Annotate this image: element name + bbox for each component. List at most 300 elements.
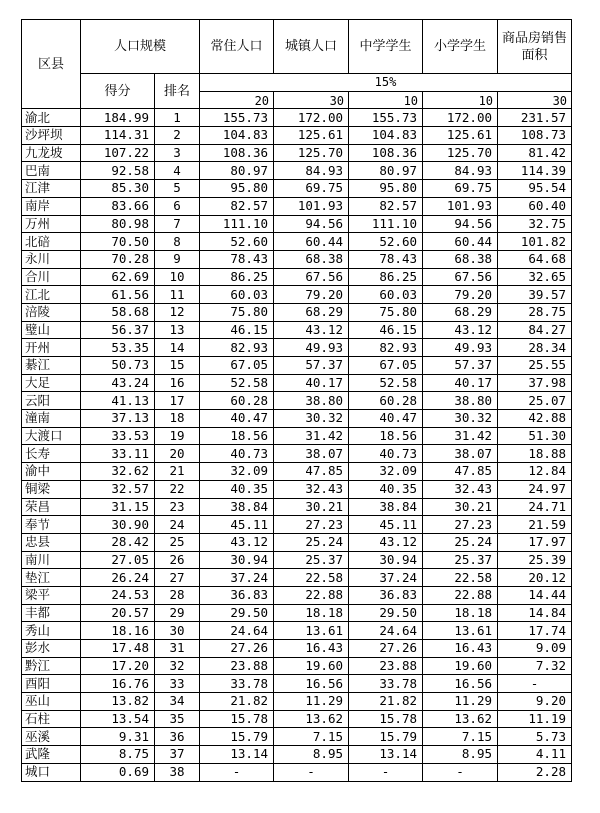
cell-score: 33.53	[81, 427, 155, 445]
cell-resident-population: 45.11	[200, 516, 274, 534]
cell-county: 綦江	[22, 357, 81, 375]
cell-primary-school-students: 60.44	[423, 233, 498, 251]
cell-middle-school-students: 37.24	[349, 569, 423, 587]
cell-primary-school-students: 69.75	[423, 180, 498, 198]
cell-resident-population: 82.93	[200, 339, 274, 357]
cell-rank: 31	[155, 640, 200, 658]
cell-rank: 14	[155, 339, 200, 357]
table-row	[22, 197, 572, 215]
table-row	[22, 303, 572, 321]
cell-primary-school-students: 125.70	[423, 144, 498, 162]
cell-resident-population: 52.58	[200, 374, 274, 392]
cell-urban-population: 22.58	[274, 569, 349, 587]
cell-urban-population: 38.07	[274, 445, 349, 463]
cell-rank: 7	[155, 215, 200, 233]
cell-rank: 15	[155, 357, 200, 375]
cell-middle-school-students: 40.73	[349, 445, 423, 463]
cell-middle-school-students: 60.03	[349, 286, 423, 304]
cell-rank: 4	[155, 162, 200, 180]
table-row	[22, 622, 572, 640]
cell-county: 丰都	[22, 604, 81, 622]
cell-score: 80.98	[81, 215, 155, 233]
cell-primary-school-students: 79.20	[423, 286, 498, 304]
cell-rank: 11	[155, 286, 200, 304]
cell-housing-sales-area: 9.20	[498, 693, 572, 711]
table-row	[22, 569, 572, 587]
cell-county: 长寿	[22, 445, 81, 463]
cell-housing-sales-area: 25.55	[498, 357, 572, 375]
cell-urban-population: 13.61	[274, 622, 349, 640]
cell-housing-sales-area: 25.07	[498, 392, 572, 410]
table-row	[22, 357, 572, 375]
cell-housing-sales-area: 101.82	[498, 233, 572, 251]
cell-county: 九龙坡	[22, 144, 81, 162]
cell-county: 城口	[22, 763, 81, 781]
cell-housing-sales-area: 21.59	[498, 516, 572, 534]
cell-county: 大足	[22, 374, 81, 392]
cell-score: 114.31	[81, 127, 155, 145]
cell-primary-school-students: 84.93	[423, 162, 498, 180]
table-row	[22, 728, 572, 746]
cell-score: 53.35	[81, 339, 155, 357]
table-row	[22, 480, 572, 498]
cell-county: 秀山	[22, 622, 81, 640]
cell-county: 北碚	[22, 233, 81, 251]
header-county: 区县	[22, 20, 81, 109]
cell-county: 巫溪	[22, 728, 81, 746]
cell-middle-school-students: 82.93	[349, 339, 423, 357]
cell-housing-sales-area: 28.34	[498, 339, 572, 357]
cell-primary-school-students: 40.17	[423, 374, 498, 392]
cell-middle-school-students: 111.10	[349, 215, 423, 233]
cell-rank: 34	[155, 693, 200, 711]
cell-middle-school-students: 43.12	[349, 533, 423, 551]
table-row	[22, 445, 572, 463]
cell-urban-population: 125.70	[274, 144, 349, 162]
cell-resident-population: 18.56	[200, 427, 274, 445]
cell-score: 50.73	[81, 357, 155, 375]
cell-housing-sales-area: 14.44	[498, 586, 572, 604]
header-housing-sales-area: 商品房销售面积	[498, 20, 572, 74]
cell-middle-school-students: 18.56	[349, 427, 423, 445]
cell-county: 南川	[22, 551, 81, 569]
table-row	[22, 339, 572, 357]
cell-urban-population: 16.43	[274, 640, 349, 658]
cell-middle-school-students: 104.83	[349, 127, 423, 145]
cell-primary-school-students: 22.88	[423, 586, 498, 604]
cell-score: 70.28	[81, 250, 155, 268]
table-row	[22, 516, 572, 534]
cell-middle-school-students: 95.80	[349, 180, 423, 198]
cell-county: 石柱	[22, 710, 81, 728]
cell-middle-school-students: -	[349, 763, 423, 781]
cell-county: 开州	[22, 339, 81, 357]
cell-primary-school-students: 18.18	[423, 604, 498, 622]
cell-housing-sales-area: 17.74	[498, 622, 572, 640]
cell-resident-population: 40.47	[200, 410, 274, 428]
cell-resident-population: 13.14	[200, 746, 274, 764]
cell-score: 27.05	[81, 551, 155, 569]
table-row	[22, 427, 572, 445]
table-row	[22, 657, 572, 675]
cell-county: 涪陵	[22, 303, 81, 321]
cell-housing-sales-area: 20.12	[498, 569, 572, 587]
cell-housing-sales-area: 64.68	[498, 250, 572, 268]
cell-urban-population: 8.95	[274, 746, 349, 764]
cell-urban-population: 32.43	[274, 480, 349, 498]
table-row	[22, 233, 572, 251]
cell-score: 43.24	[81, 374, 155, 392]
cell-score: 37.13	[81, 410, 155, 428]
cell-middle-school-students: 40.35	[349, 480, 423, 498]
cell-resident-population: 21.82	[200, 693, 274, 711]
cell-county: 垫江	[22, 569, 81, 587]
cell-middle-school-students: 75.80	[349, 303, 423, 321]
cell-score: 32.62	[81, 463, 155, 481]
cell-urban-population: 22.88	[274, 586, 349, 604]
cell-urban-population: 125.61	[274, 127, 349, 145]
cell-urban-population: 68.38	[274, 250, 349, 268]
cell-resident-population: 43.12	[200, 533, 274, 551]
cell-middle-school-students: 29.50	[349, 604, 423, 622]
cell-primary-school-students: 172.00	[423, 109, 498, 127]
cell-rank: 21	[155, 463, 200, 481]
cell-rank: 6	[155, 197, 200, 215]
cell-housing-sales-area: 18.88	[498, 445, 572, 463]
cell-middle-school-students: 15.79	[349, 728, 423, 746]
cell-score: 61.56	[81, 286, 155, 304]
table-row	[22, 763, 572, 781]
table-row	[22, 392, 572, 410]
table-row	[22, 693, 572, 711]
cell-housing-sales-area: 114.39	[498, 162, 572, 180]
cell-middle-school-students: 108.36	[349, 144, 423, 162]
cell-score: 13.54	[81, 710, 155, 728]
cell-rank: 16	[155, 374, 200, 392]
cell-score: 92.58	[81, 162, 155, 180]
table-row	[22, 127, 572, 145]
cell-score: 31.15	[81, 498, 155, 516]
cell-urban-population: 18.18	[274, 604, 349, 622]
cell-rank: 19	[155, 427, 200, 445]
cell-housing-sales-area: 11.19	[498, 710, 572, 728]
cell-middle-school-students: 86.25	[349, 268, 423, 286]
table-row	[22, 586, 572, 604]
cell-primary-school-students: -	[423, 763, 498, 781]
cell-primary-school-students: 27.23	[423, 516, 498, 534]
cell-urban-population: 79.20	[274, 286, 349, 304]
cell-primary-school-students: 68.29	[423, 303, 498, 321]
cell-score: 9.31	[81, 728, 155, 746]
cell-primary-school-students: 19.60	[423, 657, 498, 675]
cell-housing-sales-area: 51.30	[498, 427, 572, 445]
cell-rank: 13	[155, 321, 200, 339]
cell-primary-school-students: 16.56	[423, 675, 498, 693]
cell-housing-sales-area: -	[498, 675, 572, 693]
cell-rank: 2	[155, 127, 200, 145]
cell-score: 0.69	[81, 763, 155, 781]
cell-rank: 12	[155, 303, 200, 321]
cell-urban-population: 94.56	[274, 215, 349, 233]
weight-housing-sales-area: 30	[498, 91, 572, 109]
cell-primary-school-students: 94.56	[423, 215, 498, 233]
cell-resident-population: 82.57	[200, 197, 274, 215]
cell-rank: 20	[155, 445, 200, 463]
header-primary-school-students: 小学学生	[423, 20, 498, 74]
cell-resident-population: 78.43	[200, 250, 274, 268]
cell-resident-population: 40.73	[200, 445, 274, 463]
cell-rank: 8	[155, 233, 200, 251]
cell-rank: 3	[155, 144, 200, 162]
cell-primary-school-students: 13.62	[423, 710, 498, 728]
cell-middle-school-students: 13.14	[349, 746, 423, 764]
weight-primary-school-students: 10	[423, 91, 498, 109]
cell-score: 62.69	[81, 268, 155, 286]
cell-resident-population: -	[200, 763, 274, 781]
cell-primary-school-students: 57.37	[423, 357, 498, 375]
cell-county: 永川	[22, 250, 81, 268]
cell-county: 合川	[22, 268, 81, 286]
cell-rank: 35	[155, 710, 200, 728]
cell-middle-school-students: 24.64	[349, 622, 423, 640]
cell-resident-population: 29.50	[200, 604, 274, 622]
cell-county: 黔江	[22, 657, 81, 675]
cell-housing-sales-area: 12.84	[498, 463, 572, 481]
cell-rank: 36	[155, 728, 200, 746]
cell-score: 26.24	[81, 569, 155, 587]
cell-housing-sales-area: 231.57	[498, 109, 572, 127]
table-row	[22, 675, 572, 693]
cell-housing-sales-area: 32.65	[498, 268, 572, 286]
cell-primary-school-students: 8.95	[423, 746, 498, 764]
cell-urban-population: -	[274, 763, 349, 781]
cell-score: 41.13	[81, 392, 155, 410]
cell-resident-population: 33.78	[200, 675, 274, 693]
header-population-scale: 人口规模	[81, 20, 200, 74]
cell-middle-school-students: 45.11	[349, 516, 423, 534]
cell-urban-population: 7.15	[274, 728, 349, 746]
cell-urban-population: 16.56	[274, 675, 349, 693]
cell-urban-population: 84.93	[274, 162, 349, 180]
cell-resident-population: 111.10	[200, 215, 274, 233]
cell-housing-sales-area: 28.75	[498, 303, 572, 321]
cell-county: 渝北	[22, 109, 81, 127]
cell-housing-sales-area: 60.40	[498, 197, 572, 215]
cell-urban-population: 47.85	[274, 463, 349, 481]
cell-rank: 27	[155, 569, 200, 587]
cell-urban-population: 25.24	[274, 533, 349, 551]
cell-primary-school-students: 49.93	[423, 339, 498, 357]
cell-housing-sales-area: 5.73	[498, 728, 572, 746]
cell-county: 大渡口	[22, 427, 81, 445]
cell-middle-school-students: 21.82	[349, 693, 423, 711]
cell-resident-population: 60.03	[200, 286, 274, 304]
population-scale-table	[21, 19, 572, 782]
cell-county: 酉阳	[22, 675, 81, 693]
cell-rank: 26	[155, 551, 200, 569]
cell-rank: 29	[155, 604, 200, 622]
cell-middle-school-students: 67.05	[349, 357, 423, 375]
cell-middle-school-students: 23.88	[349, 657, 423, 675]
cell-primary-school-students: 30.32	[423, 410, 498, 428]
cell-urban-population: 40.17	[274, 374, 349, 392]
cell-primary-school-students: 38.80	[423, 392, 498, 410]
cell-housing-sales-area: 17.97	[498, 533, 572, 551]
cell-urban-population: 30.21	[274, 498, 349, 516]
table-row	[22, 109, 572, 127]
cell-middle-school-students: 36.83	[349, 586, 423, 604]
cell-middle-school-students: 78.43	[349, 250, 423, 268]
cell-county: 渝中	[22, 463, 81, 481]
cell-resident-population: 95.80	[200, 180, 274, 198]
cell-rank: 5	[155, 180, 200, 198]
cell-primary-school-students: 25.24	[423, 533, 498, 551]
cell-county: 武隆	[22, 746, 81, 764]
cell-resident-population: 27.26	[200, 640, 274, 658]
cell-score: 85.30	[81, 180, 155, 198]
cell-county: 奉节	[22, 516, 81, 534]
cell-score: 32.57	[81, 480, 155, 498]
cell-score: 16.76	[81, 675, 155, 693]
cell-county: 铜梁	[22, 480, 81, 498]
cell-primary-school-students: 16.43	[423, 640, 498, 658]
cell-score: 18.16	[81, 622, 155, 640]
weight-middle-school-students: 10	[349, 91, 423, 109]
cell-primary-school-students: 67.56	[423, 268, 498, 286]
cell-primary-school-students: 38.07	[423, 445, 498, 463]
weight-urban-population: 30	[274, 91, 349, 109]
cell-score: 33.11	[81, 445, 155, 463]
header-weight-group: 15%	[200, 74, 572, 92]
cell-housing-sales-area: 84.27	[498, 321, 572, 339]
table-row	[22, 746, 572, 764]
cell-housing-sales-area: 9.09	[498, 640, 572, 658]
cell-score: 8.75	[81, 746, 155, 764]
cell-middle-school-students: 155.73	[349, 109, 423, 127]
cell-housing-sales-area: 24.97	[498, 480, 572, 498]
cell-county: 梁平	[22, 586, 81, 604]
header-resident-population: 常住人口	[200, 20, 274, 74]
cell-housing-sales-area: 42.88	[498, 410, 572, 428]
cell-urban-population: 19.60	[274, 657, 349, 675]
cell-resident-population: 67.05	[200, 357, 274, 375]
cell-primary-school-students: 125.61	[423, 127, 498, 145]
cell-urban-population: 25.37	[274, 551, 349, 569]
cell-county: 彭水	[22, 640, 81, 658]
cell-score: 28.42	[81, 533, 155, 551]
table-row	[22, 463, 572, 481]
header-middle-school-students: 中学学生	[349, 20, 423, 74]
cell-primary-school-students: 22.58	[423, 569, 498, 587]
cell-county: 忠县	[22, 533, 81, 551]
table-row	[22, 268, 572, 286]
cell-score: 83.66	[81, 197, 155, 215]
table-row	[22, 321, 572, 339]
cell-county: 云阳	[22, 392, 81, 410]
cell-rank: 33	[155, 675, 200, 693]
cell-resident-population: 37.24	[200, 569, 274, 587]
table-row	[22, 162, 572, 180]
cell-housing-sales-area: 2.28	[498, 763, 572, 781]
cell-housing-sales-area: 25.39	[498, 551, 572, 569]
cell-urban-population: 68.29	[274, 303, 349, 321]
table-row	[22, 374, 572, 392]
cell-county: 万州	[22, 215, 81, 233]
table-row	[22, 286, 572, 304]
cell-housing-sales-area: 7.32	[498, 657, 572, 675]
cell-score: 56.37	[81, 321, 155, 339]
cell-score: 24.53	[81, 586, 155, 604]
cell-rank: 23	[155, 498, 200, 516]
cell-score: 17.20	[81, 657, 155, 675]
cell-primary-school-students: 11.29	[423, 693, 498, 711]
table-row	[22, 410, 572, 428]
cell-urban-population: 57.37	[274, 357, 349, 375]
cell-resident-population: 46.15	[200, 321, 274, 339]
cell-housing-sales-area: 95.54	[498, 180, 572, 198]
cell-urban-population: 11.29	[274, 693, 349, 711]
table-row	[22, 710, 572, 728]
table-row	[22, 604, 572, 622]
table-row	[22, 144, 572, 162]
cell-primary-school-students: 43.12	[423, 321, 498, 339]
cell-housing-sales-area: 39.57	[498, 286, 572, 304]
cell-rank: 1	[155, 109, 200, 127]
cell-rank: 38	[155, 763, 200, 781]
cell-score: 13.82	[81, 693, 155, 711]
cell-middle-school-students: 32.09	[349, 463, 423, 481]
cell-primary-school-students: 7.15	[423, 728, 498, 746]
cell-primary-school-students: 25.37	[423, 551, 498, 569]
cell-urban-population: 30.32	[274, 410, 349, 428]
table-row	[22, 533, 572, 551]
cell-rank: 10	[155, 268, 200, 286]
cell-rank: 28	[155, 586, 200, 604]
table-row	[22, 640, 572, 658]
cell-county: 南岸	[22, 197, 81, 215]
cell-primary-school-students: 68.38	[423, 250, 498, 268]
cell-rank: 25	[155, 533, 200, 551]
cell-resident-population: 108.36	[200, 144, 274, 162]
cell-county: 江津	[22, 180, 81, 198]
cell-housing-sales-area: 24.71	[498, 498, 572, 516]
cell-resident-population: 32.09	[200, 463, 274, 481]
cell-county: 荣昌	[22, 498, 81, 516]
cell-resident-population: 155.73	[200, 109, 274, 127]
table-row	[22, 215, 572, 233]
cell-resident-population: 104.83	[200, 127, 274, 145]
cell-county: 璧山	[22, 321, 81, 339]
cell-rank: 18	[155, 410, 200, 428]
cell-middle-school-students: 30.94	[349, 551, 423, 569]
cell-urban-population: 49.93	[274, 339, 349, 357]
cell-score: 20.57	[81, 604, 155, 622]
cell-rank: 17	[155, 392, 200, 410]
cell-rank: 24	[155, 516, 200, 534]
cell-resident-population: 80.97	[200, 162, 274, 180]
cell-middle-school-students: 15.78	[349, 710, 423, 728]
cell-urban-population: 101.93	[274, 197, 349, 215]
table-row	[22, 180, 572, 198]
cell-middle-school-students: 46.15	[349, 321, 423, 339]
cell-rank: 32	[155, 657, 200, 675]
cell-county: 沙坪坝	[22, 127, 81, 145]
cell-score: 30.90	[81, 516, 155, 534]
cell-urban-population: 27.23	[274, 516, 349, 534]
cell-urban-population: 43.12	[274, 321, 349, 339]
cell-resident-population: 60.28	[200, 392, 274, 410]
weight-resident-population: 20	[200, 91, 274, 109]
